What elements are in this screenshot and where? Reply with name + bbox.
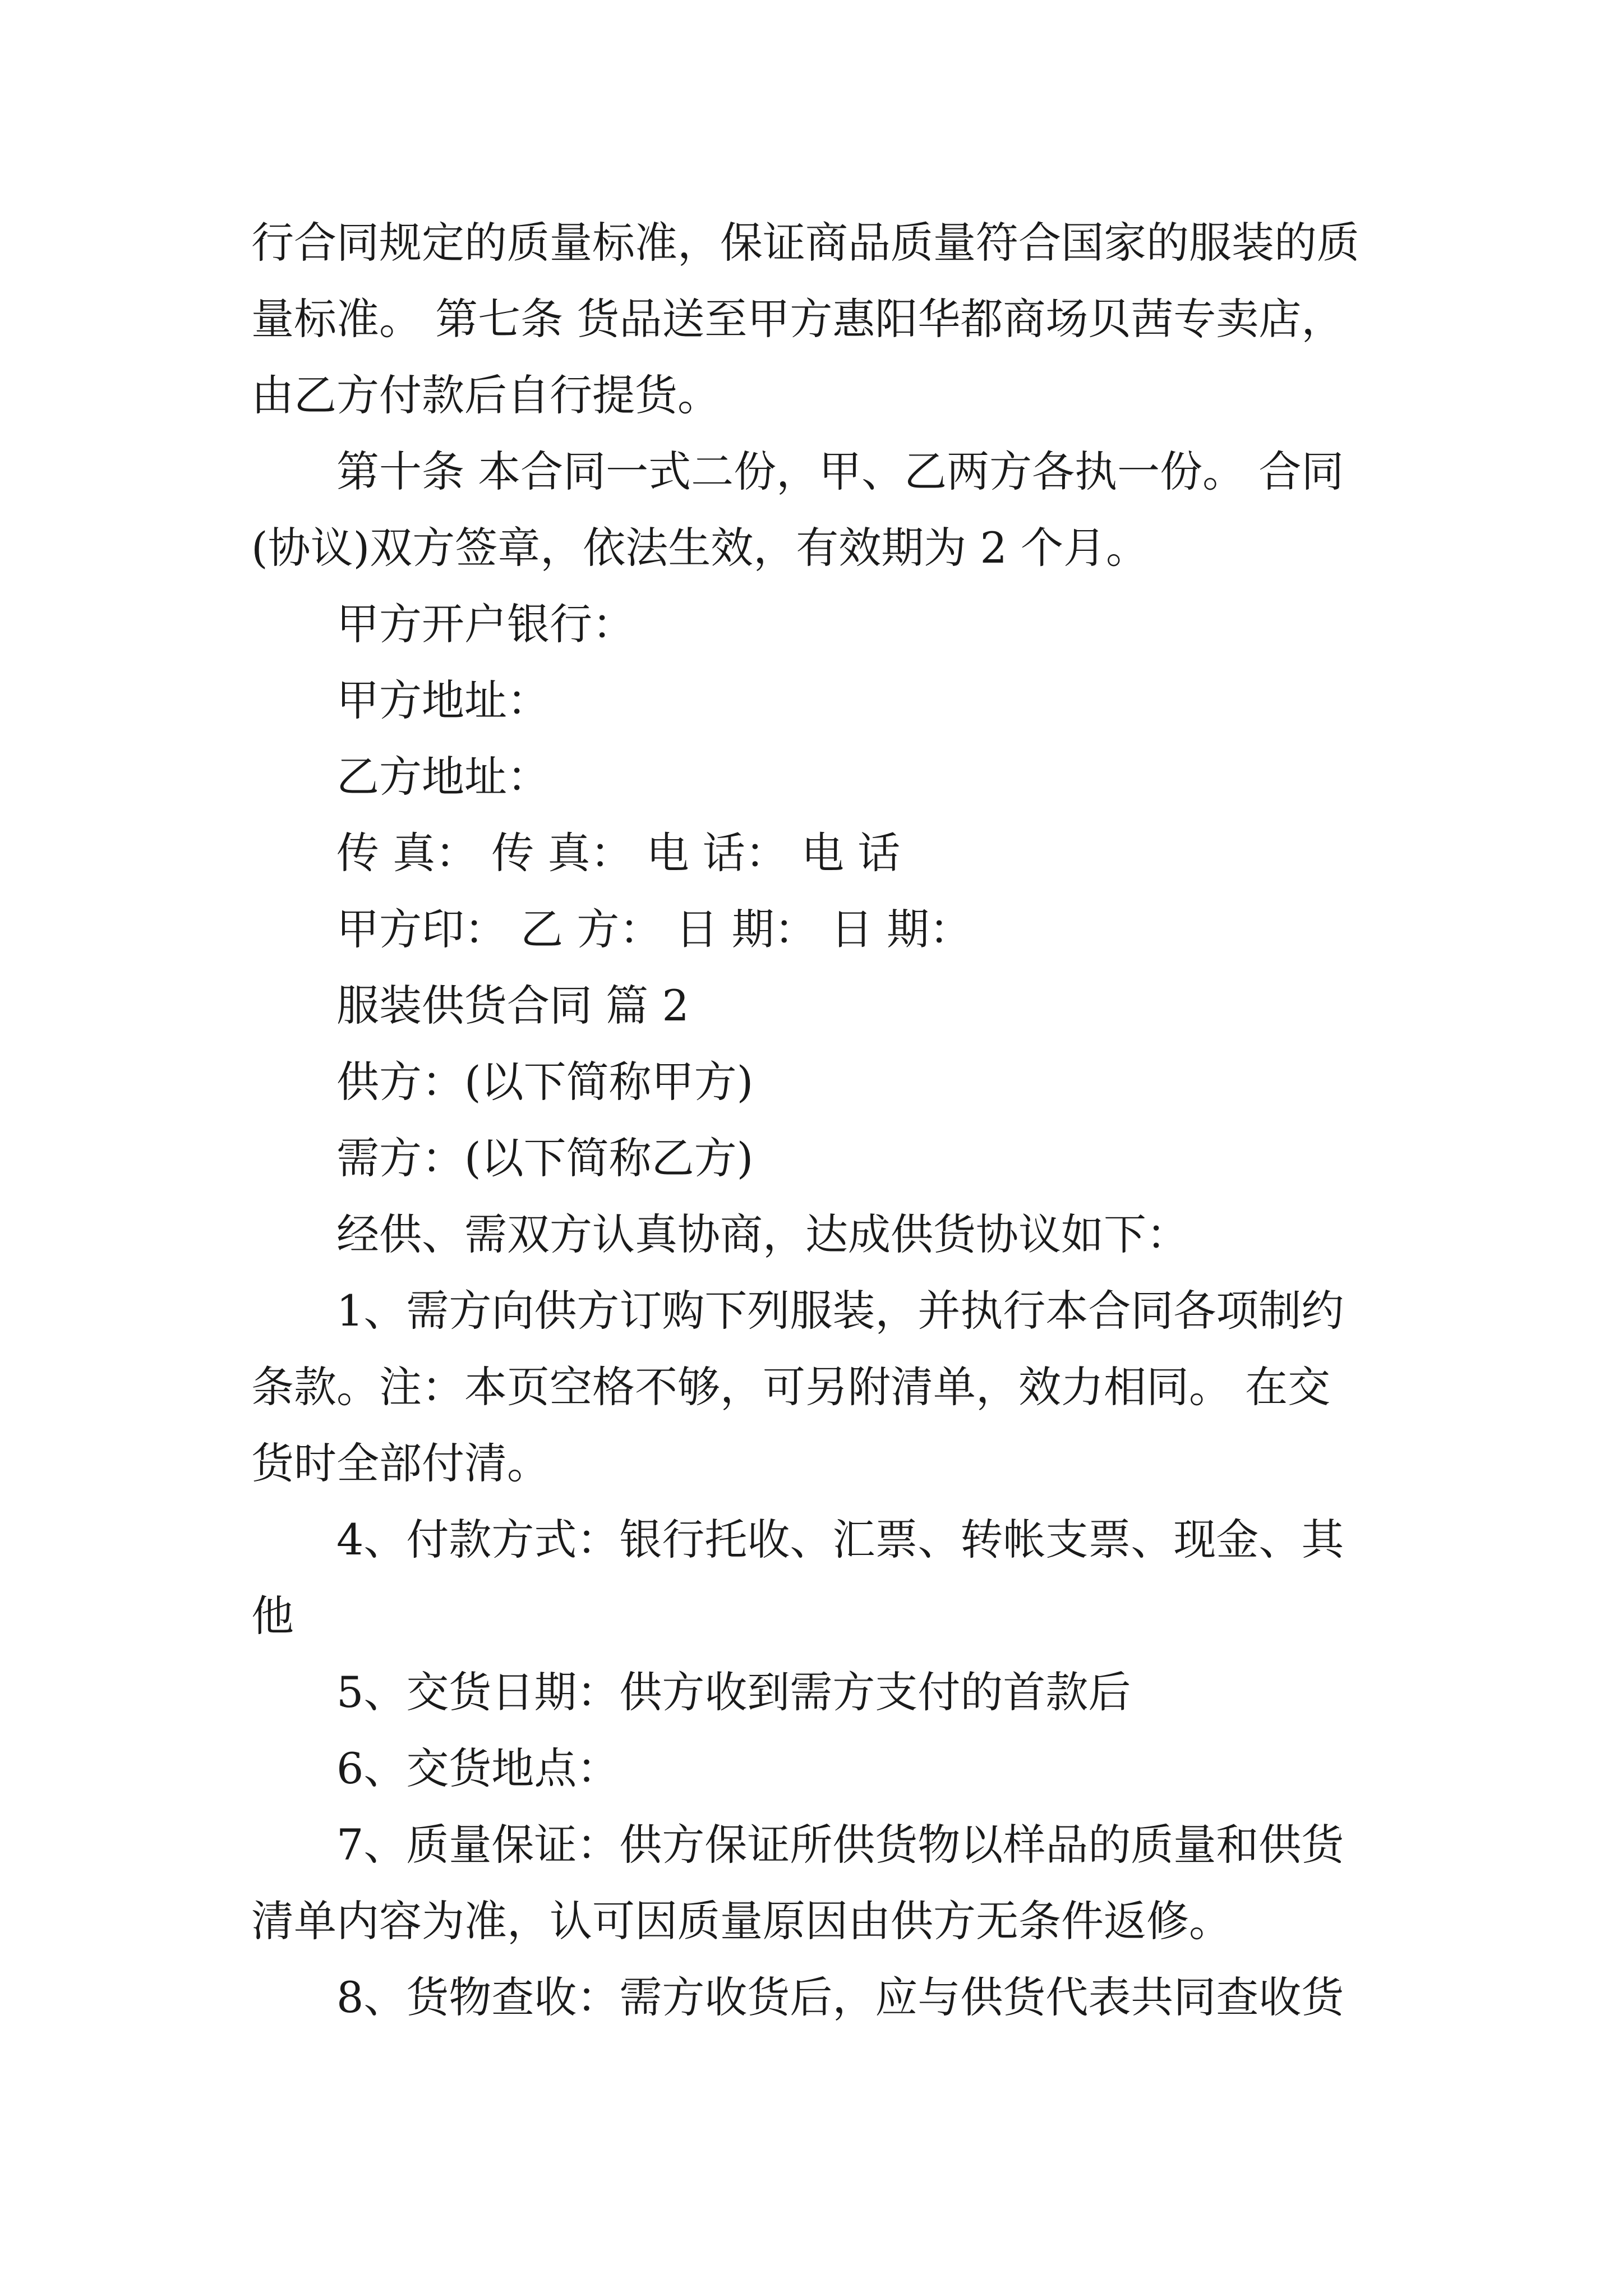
text-line: 1、需方向供方订购下列服装，并执行本合同各项制约	[336, 1286, 1344, 1336]
text-line: 6、交货地点：	[336, 1743, 620, 1793]
text-line: 4、付款方式：银行托收、汇票、转帐支票、现金、其	[336, 1515, 1344, 1565]
text-line: 他	[251, 1591, 294, 1641]
text-line: 由乙方付款后自行提货。	[251, 370, 720, 420]
text-line: (协议)双方签章，依法生效，有效期为 2 个月。	[251, 523, 1149, 573]
text-line: 乙方地址：	[336, 752, 550, 802]
text-line: 甲方开户银行：	[336, 599, 635, 649]
text-line: 条款。注：本页空格不够，可另附清单，效力相同。 在交	[251, 1362, 1331, 1412]
text-line: 量标准。 第七条 货品送至甲方惠阳华都商场贝茜专卖店，	[251, 294, 1344, 344]
section-heading: 服装供货合同 篇 2	[336, 981, 689, 1030]
text-line: 传 真： 传 真： 电 话： 电 话	[336, 828, 901, 878]
text-line: 行合同规定的质量标准，保证商品质量符合国家的服装的质	[251, 218, 1359, 268]
text-line: 货时全部付清。	[251, 1438, 550, 1488]
text-line: 需方：(以下简称乙方)	[336, 1133, 754, 1183]
text-line: 供方：(以下简称甲方)	[336, 1057, 754, 1107]
text-line: 7、质量保证：供方保证所供货物以样品的质量和供货	[336, 1820, 1344, 1870]
text-line: 5、交货日期：供方收到需方支付的首款后	[336, 1667, 1131, 1717]
text-line: 第十条 本合同一式二份，甲、乙两方各执一份。 合同	[336, 447, 1344, 496]
text-line: 甲方地址：	[336, 675, 550, 725]
text-line: 清单内容为准，认可因质量原因由供方无条件返修。	[251, 1896, 1232, 1946]
text-line: 甲方印： 乙 方： 日 期： 日 期：	[336, 904, 972, 954]
text-line: 经供、需双方认真协商，达成供货协议如下：	[336, 1209, 1189, 1259]
text-line: 8、货物查收：需方收货后，应与供货代表共同查收货	[336, 1972, 1344, 2022]
